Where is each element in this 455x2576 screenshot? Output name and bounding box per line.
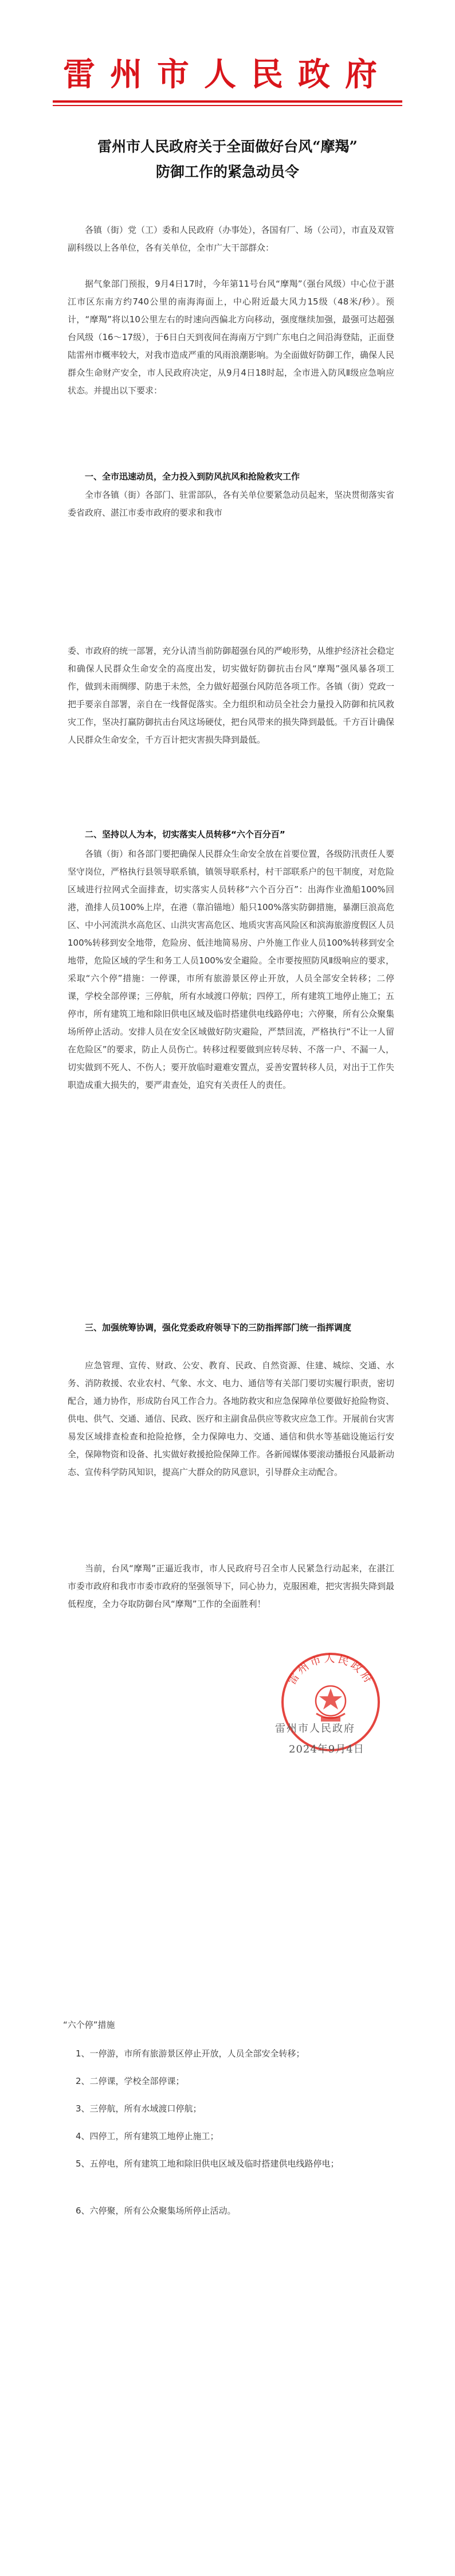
measure-item: 6、六停聚，所有公众聚集场所停止活动。 [76, 2206, 236, 2216]
header-divider-thick [53, 100, 402, 103]
page-title: 雷州市人民政府 [63, 56, 392, 93]
measure-item: 2、二停课，学校全部停课； [76, 2076, 185, 2086]
addressee: 各镇（街）党（工）委和人民政府（办事处），各国有厂、场（公司），市直及双管副科级以上各单位，各有关单位，全市广大干部群众： [68, 225, 395, 253]
svg-text:雷州市人民政府: 雷州市人民政府 [285, 1652, 376, 1687]
measure-item: 4、四停工，所有建筑工地停止施工； [76, 2131, 219, 2141]
section-1-heading: 一、全市迅速动员，全力投入到防风抗风和抢险救灾工作 [85, 471, 300, 482]
measure-item: 5、五停电，所有建筑工地和除旧供电区域及临时搭建供电线路停电； [76, 2159, 339, 2169]
signature-date: 2024年9月4日 [289, 1743, 364, 1755]
section-3-body: 应急管理、宣传、财政、公安、教育、民政、自然资源、住建、城综、交通、水务、消防救援、农业农村、气象、水文、电力、通信等有关部门要切实履行职责，密切配合，通力协作，形成防台风工作合力。各地防救灾和应急保障单位要做好抢险物资、供电、供气、交通、通信、民政、医疗和主副食品供应等救灾应急工作。开展前台灾害易发区域排查检查和抢险抢修，全力保障电力、交通、通信和供水等基础设施运行安全，保障物资和设备、扎实做好救援抢险保障工作。各新闻媒体要滚动播报台风最新动态、宣传科学防风知识，提高广大群众的防风意识，引导群众主动配合。 [68, 1360, 395, 1477]
signature-organization: 雷州市人民政府 [275, 1723, 355, 1735]
document-title-line-1: 雷州市人民政府关于全面做好台风“摩羯” [97, 138, 358, 155]
official-seal-icon [270, 1645, 391, 1754]
intro-paragraph: 据气象部门预报，9月4日17时，今年第11号台风“摩羯”（强台风级）中心位于湛江市区东南方约740公里的南海海面上，中心附近最大风力15级（48米/秒）。预计，“摩羯”将以10公里左右的时速向西偏北方向移动，强度继续加强，最强可达超强台风级（16～17级），于6日白天到夜间在海南万宁到广东电白之间沿海登陆，正面登陆雷州市概率较大，对我市造成严重的风雨浪潮影响。为全面做好防御工作，确保人民群众生命财产安全，市人民政府决定，从9月4日18时起，全市进入防风Ⅱ级应急响应状态。并提出以下要求： [68, 279, 395, 396]
measure-item: 3、三停航，所有水域渡口停航； [76, 2103, 202, 2114]
section-2-body: 各镇（街）和各部门要把确保人民群众生命安全放在首要位置，各级防汛责任人要坚守岗位，严格执行县领导联系镇，镇领导联系村，村干部联系户的包干制度，对危险区域进行拉网式全面排查，切实落实人员转移“六个百分百”：出海作业渔船100%回港，渔排人员100%上岸，在港（靠泊锚地）船只100%落实防御措施，暴潮巨浪高危区、中小河流洪水高危区、山洪灾害高危区、地质灾害高风险区和滨海旅游度假区人员100%转移到安全地带，危险房、低洼地简易房、户外施工作业人员100%转移到安全地带，危险区域的学生和务工人员100%安全避险。全市要按照防风Ⅱ级响应的要求，采取“六个停”措施：一停课，市所有旅游景区停止开放，人员全部安全转移；二停课，学校全部停课；三停航，所有水域渡口停航；四停工，所有建筑工地停止施工；五停市，所有建筑工地和除旧供电区域及临时搭建供电线路停电；六停聚，所有公众聚集场所停止活动。安排人员在安全区域做好防灾避险，严禁回流，严格执行“不让一人留在危险区”的要求，防止人员伤亡。转移过程要做到应转尽转、不落一户、不漏一人，切实做到不死人、不伤人；要开放临时避难安置点，妥善安置转移人员，对出于工作失职造成重大损失的，要严肃查处，追究有关责任人的责任。 [68, 849, 395, 1090]
section-3-heading: 三、加强统筹协调，强化党委政府领导下的三防指挥部门统一指挥调度 [85, 1322, 352, 1333]
document-title-line-2: 防御工作的紧急动员令 [155, 163, 299, 180]
closing-paragraph: 当前，台风“摩羯”正逼近我市，市人民政府号召全市人民紧急行动起来，在湛江市委市政府和我市市委市政府的坚强领导下，同心协力，克服困难，把灾害损失降到最低程度，全力夺取防御台风“摩羯”工作的全面胜利！ [68, 1563, 395, 1609]
section-1-body-b: 委、市政府的统一部署，充分认清当前防御超强台风的严峻形势，从维护经济社会稳定和确保人民群众生命安全的高度出发，切实做好防御抗击台风“摩羯”强风暴各项工作，做到未雨绸缪、防患于未然，全力做好超强台风防范各项工作。各镇（街）党政一把手要亲自部署，亲自在一线督促落实。全力组织和动员全社会力量投入防御和抗风救灾工作，坚决打赢防御抗击台风这场硬仗，把台风带来的损失降到最低。千方百计确保人民群众生命安全，千方百计把灾害损失降到最低。 [68, 646, 395, 745]
section-1-body-a: 全市各镇（街）各部门、驻雷部队，各有关单位要紧急动员起来，坚决贯彻落实省委省政府、湛江市委市政府的要求和我市 [68, 490, 395, 518]
measure-item: 1、一停游，市所有旅游景区停止开放，人员全部安全转移； [76, 2048, 305, 2059]
measures-title: “六个停”措施 [63, 2020, 115, 2030]
section-2-heading: 二、坚持以人为本，切实落实人员转移“六个百分百” [85, 829, 285, 840]
header-divider-thin [53, 105, 402, 106]
